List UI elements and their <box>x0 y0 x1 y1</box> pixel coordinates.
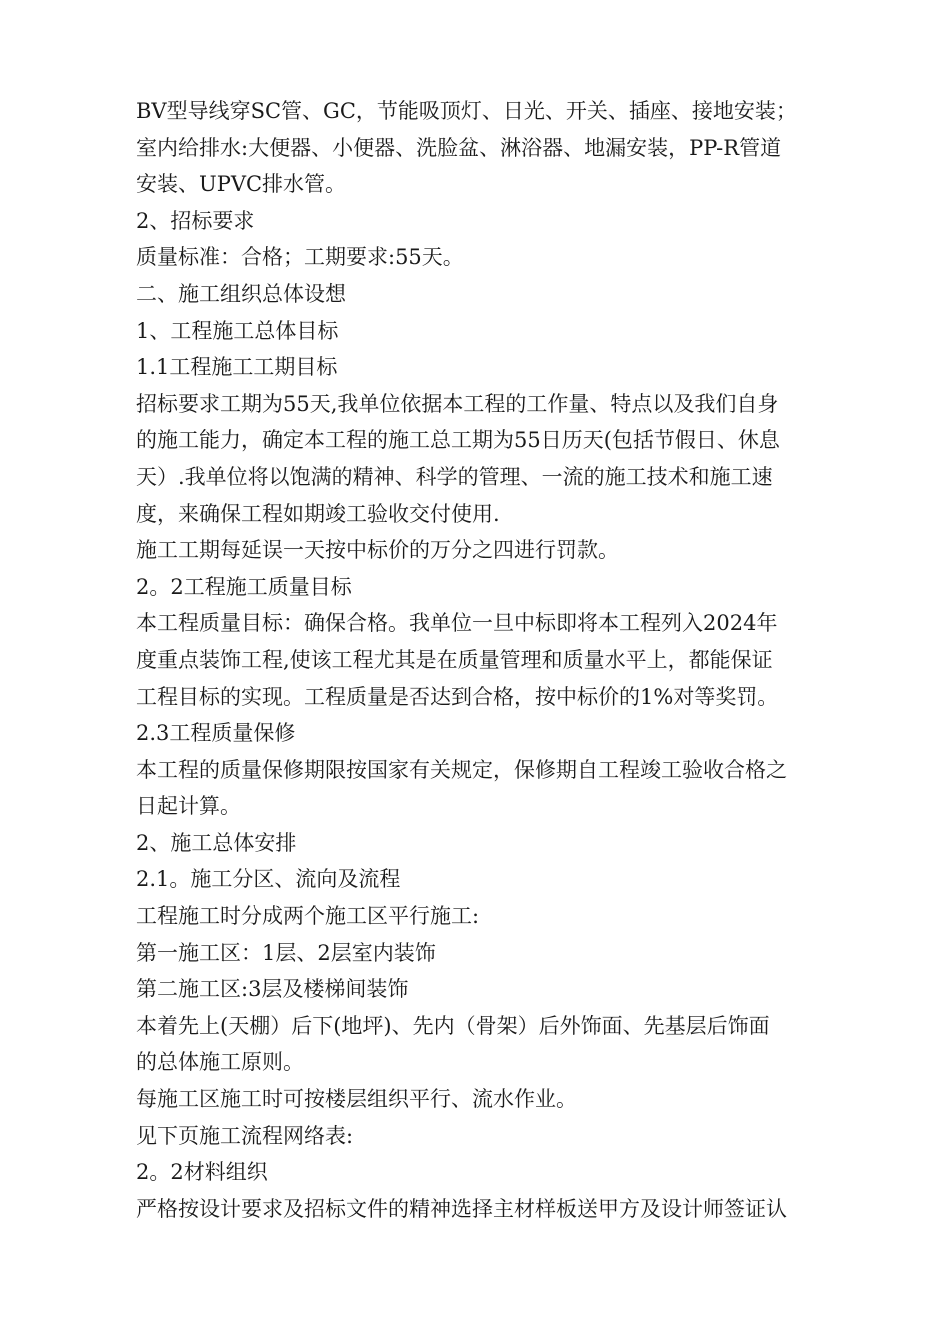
section-heading: 2。2工程施工质量目标 <box>136 574 352 599</box>
text-line: 本着先上(天棚）后下(地坪)、先内（骨架）后外饰面、先基层后饰面 <box>136 1013 770 1038</box>
section-heading: 2.3工程质量保修 <box>136 721 296 746</box>
text-line: 度重点装饰工程,使该工程尤其是在质量管理和质量水平上，都能保证 <box>136 647 773 672</box>
section-heading: 2。2材料组织 <box>136 1160 268 1185</box>
text-line: BV型导线穿SC管、GC，节能吸顶灯、日光、开关、插座、接地安装； <box>136 99 797 123</box>
text-line: 质量标准：合格；工期要求:55天。 <box>136 245 464 270</box>
text-line: 工程施工时分成两个施工区平行施工: <box>136 904 480 929</box>
text-line: 见下页施工流程网络表: <box>136 1123 354 1148</box>
section-heading: 二、施工组织总体设想 <box>136 281 346 306</box>
text-line: 度，来确保工程如期竣工验收交付使用. <box>136 501 500 526</box>
text-line: 本工程质量目标：确保合格。我单位一旦中标即将本工程列入2024年 <box>136 611 778 636</box>
section-heading: 2.1。施工分区、流向及流程 <box>136 867 401 892</box>
text-line: 每施工区施工时可按楼层组织平行、流水作业。 <box>136 1087 577 1112</box>
text-line: 第一施工区：1层、2层室内装饰 <box>136 940 436 965</box>
text-line: 施工工期每延误一天按中标价的万分之四进行罚款。 <box>136 538 619 563</box>
section-heading: 2、施工总体安排 <box>136 830 297 855</box>
text-line: 严格按设计要求及招标文件的精神选择主材样板送甲方及设计师签证认 <box>136 1196 787 1221</box>
text-line: 的施工能力，确定本工程的施工总工期为55日历天(包括节假日、休息 <box>136 428 780 453</box>
text-line: 室内给排水:大便器、小便器、洗脸盆、淋浴器、地漏安装，PP-R管道 <box>136 135 782 160</box>
text-line: 安装、UPVC排水管。 <box>136 172 347 197</box>
text-line: 的总体施工原则。 <box>136 1050 304 1075</box>
text-line: 本工程的质量保修期限按国家有关规定，保修期自工程竣工验收合格之 <box>136 757 787 782</box>
section-heading: 1.1工程施工工期目标 <box>136 355 338 380</box>
document-body <box>136 93 840 1227</box>
section-heading: 2、招标要求 <box>136 208 255 233</box>
section-heading: 1、工程施工总体目标 <box>136 318 339 343</box>
text-line: 天）.我单位将以饱满的精神、科学的管理、一流的施工技术和施工速 <box>136 464 773 489</box>
text-line: 招标要求工期为55天,我单位依据本工程的工作量、特点以及我们自身 <box>136 391 779 416</box>
text-line: 日起计算。 <box>136 794 241 819</box>
text-line: 第二施工区:3层及楼梯间装饰 <box>136 977 409 1002</box>
text-line: 工程目标的实现。工程质量是否达到合格，按中标价的1%对等奖罚。 <box>136 684 779 709</box>
